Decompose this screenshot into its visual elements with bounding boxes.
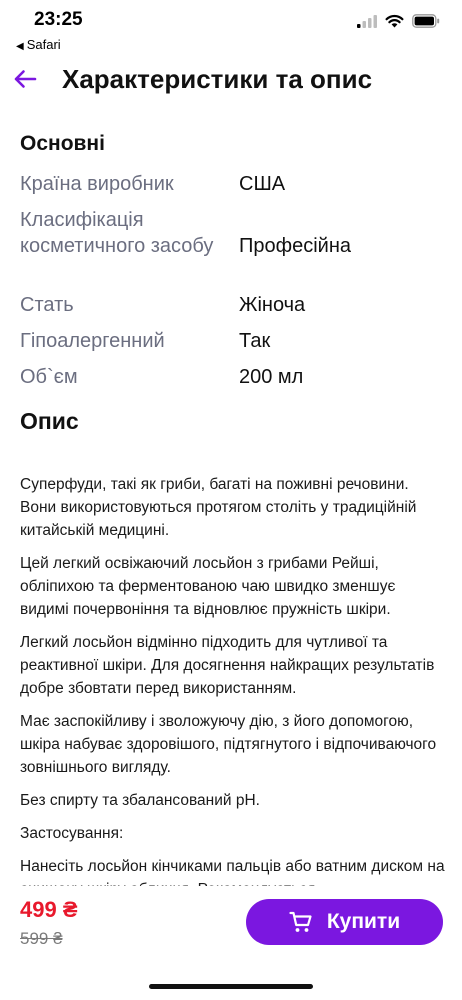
home-indicator bbox=[149, 984, 313, 989]
description-paragraph: Без спирту та збалансований pH. bbox=[20, 792, 260, 809]
status-bar bbox=[0, 0, 462, 58]
status-icons bbox=[357, 14, 440, 28]
spec-label: Гіпоалергенний bbox=[20, 330, 165, 352]
description-body[interactable] bbox=[20, 473, 445, 886]
page-title: Характеристики та опис bbox=[62, 64, 373, 94]
spec-label: Країна виробник bbox=[20, 173, 174, 195]
back-triangle-icon: ◀ bbox=[16, 41, 24, 52]
buy-button-label: Купити bbox=[326, 910, 401, 933]
spec-value: Професійна bbox=[239, 235, 351, 257]
old-price: 599 ₴ bbox=[20, 929, 63, 948]
battery-icon bbox=[412, 14, 440, 28]
back-app-label: Safari bbox=[26, 37, 61, 52]
shopping-cart-icon bbox=[289, 911, 313, 933]
spec-value: 200 мл bbox=[239, 366, 304, 388]
spec-label: Стать bbox=[20, 294, 74, 316]
description-paragraph: Легкий лосьйон відмінно підходить для чутливої та реактивної шкіри. Для досягнення найкращих результатів добре збовтати перед використанням. bbox=[20, 634, 435, 697]
back-button[interactable] bbox=[8, 62, 42, 96]
buy-button[interactable] bbox=[246, 899, 443, 945]
purchase-bar bbox=[0, 886, 462, 1000]
description-paragraph: Нанесіть лосьйон кінчиками пальців або ватним диском на bbox=[20, 858, 445, 875]
description-paragraph: Цей легкий освіжаючий лосьйон з грибами Рейші, обліпихою та ферментованою чаю швидко зменшує видимі почервоніння та відновлює пружність шкіри. bbox=[20, 555, 396, 618]
wifi-icon bbox=[385, 14, 404, 28]
spec-label: Класифікація косметичного засобу bbox=[20, 209, 214, 257]
spec-value: США bbox=[239, 173, 286, 195]
back-to-safari-link[interactable] bbox=[16, 37, 61, 52]
current-price: 499 ₴ bbox=[20, 897, 78, 922]
spec-value: Жіноча bbox=[239, 294, 306, 316]
description-title: Опис bbox=[20, 408, 79, 434]
description-paragraph: Застосування: bbox=[20, 825, 124, 842]
arrow-left-icon bbox=[13, 69, 37, 89]
specs-section-title: Основні bbox=[20, 132, 105, 155]
spec-label: Об`єм bbox=[20, 366, 78, 388]
description-paragraph: Має заспокійливу і зволожуючу дію, з його допомогою, шкіра набуває здоровішого, підтягнутого і відпочиваючого зовнішнього вигляду. bbox=[20, 713, 437, 776]
description-paragraph: Суперфуди, такі як гриби, багаті на поживні речовини. Вони використовуються протягом століть у традиційній китайській медицині. bbox=[20, 476, 417, 539]
status-time: 23:25 bbox=[34, 9, 83, 30]
page-header bbox=[0, 58, 462, 104]
cellular-signal-icon bbox=[357, 15, 377, 28]
spec-value: Так bbox=[239, 330, 271, 352]
